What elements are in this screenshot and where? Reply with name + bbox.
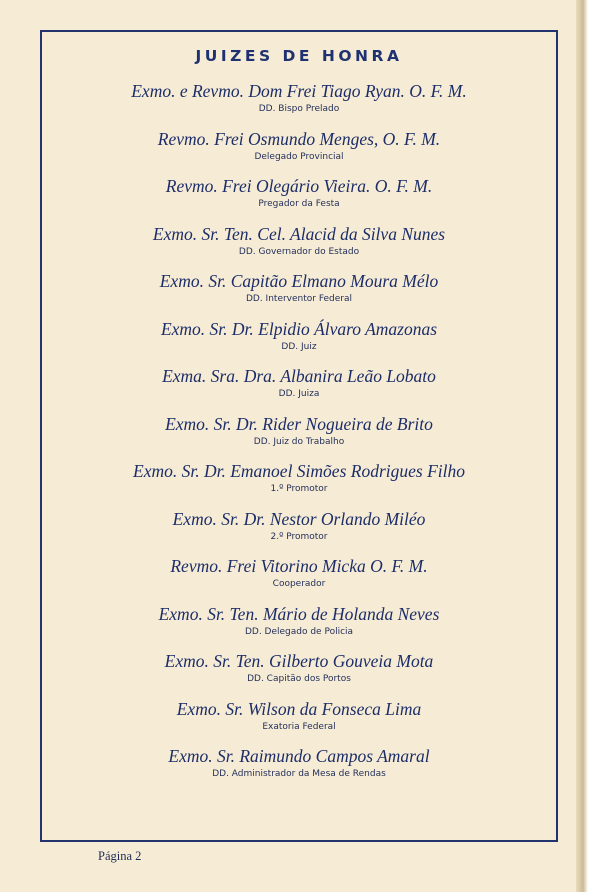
honoree-name: Exmo. Sr. Ten. Mário de Holanda Neves [158, 603, 440, 624]
honoree-role: Delegado Provincial [254, 151, 344, 162]
list-item [42, 365, 556, 413]
honoree-role: DD. Interventor Federal [245, 294, 353, 304]
page-edge [576, 0, 588, 892]
list-item [42, 508, 556, 556]
honoree-name: Exmo. Sr. Capitão Elmano Moura Mélo [159, 271, 439, 291]
honoree-name: Revmo. Frei Olegário Vieira. O. F. M. [165, 176, 433, 196]
list-item [42, 460, 556, 508]
list-item [42, 223, 556, 271]
page-number: Página 2 [98, 849, 142, 863]
list-item [42, 318, 556, 366]
honoree-role: Cooperador [272, 579, 326, 589]
list-item [42, 555, 556, 603]
honoree-role: DD. Capitão dos Portos [247, 674, 351, 684]
list-item [42, 603, 556, 651]
list-item [42, 698, 556, 746]
list-item [42, 80, 556, 128]
honoree-name: Exmo. Sr. Dr. Nestor Orlando Miléo [172, 508, 426, 529]
honoree-name: Exmo. e Revmo. Dom Frei Tiago Ryan. O. F. M. [131, 81, 467, 101]
honoree-name: Exmo. Sr. Ten. Cel. Alacid da Silva Nunes [152, 223, 446, 244]
honoree-role: DD. Juiz do Trabalho [253, 436, 345, 447]
page-title: JUIZES DE HONRA [195, 47, 403, 65]
honoree-role: DD. Delegado de Policia [244, 626, 354, 637]
honoree-name: Exmo. Sr. Ten. Gilberto Gouveia Mota [164, 651, 434, 671]
honoree-role: DD. Governador do Estado [238, 246, 360, 257]
honoree-role: DD. Juiza [278, 389, 320, 399]
honoree-name: Exmo. Sr. Dr. Rider Nogueira de Brito [165, 413, 433, 434]
list-item [42, 413, 556, 461]
honoree-name: Exma. Sra. Dra. Albanira Leão Lobato [162, 366, 436, 386]
list-item [42, 175, 556, 223]
list-item [42, 745, 556, 793]
honoree-name: Exmo. Sr. Raimundo Campos Amaral [168, 746, 430, 766]
honoree-role: DD. Juiz [281, 341, 317, 352]
honoree-name: Exmo. Sr. Wilson da Fonseca Lima [176, 698, 422, 719]
honoree-name: Revmo. Frei Vitorino Micka O. F. M. [170, 556, 428, 576]
border-frame [40, 30, 558, 842]
honoree-role: Pregador da Festa [258, 199, 340, 209]
honoree-role: DD. Bispo Prelado [258, 104, 340, 114]
honoree-role: Exatoria Federal [262, 721, 336, 732]
honoree-role: DD. Administrador da Mesa de Rendas [212, 769, 386, 779]
honoree-name: Revmo. Frei Osmundo Menges, O. F. M. [157, 128, 441, 149]
honoree-name: Exmo. Sr. Dr. Elpidio Álvaro Amazonas [160, 318, 438, 339]
list-item [42, 128, 556, 176]
honoree-name: Exmo. Sr. Dr. Emanoel Simões Rodrigues Filho [133, 461, 465, 481]
honoree-role: 1.º Promotor [270, 484, 328, 494]
honoree-role: 2.º Promotor [270, 531, 328, 542]
list-item [42, 270, 556, 318]
list-item [42, 650, 556, 698]
honor-judges-list [42, 80, 556, 793]
